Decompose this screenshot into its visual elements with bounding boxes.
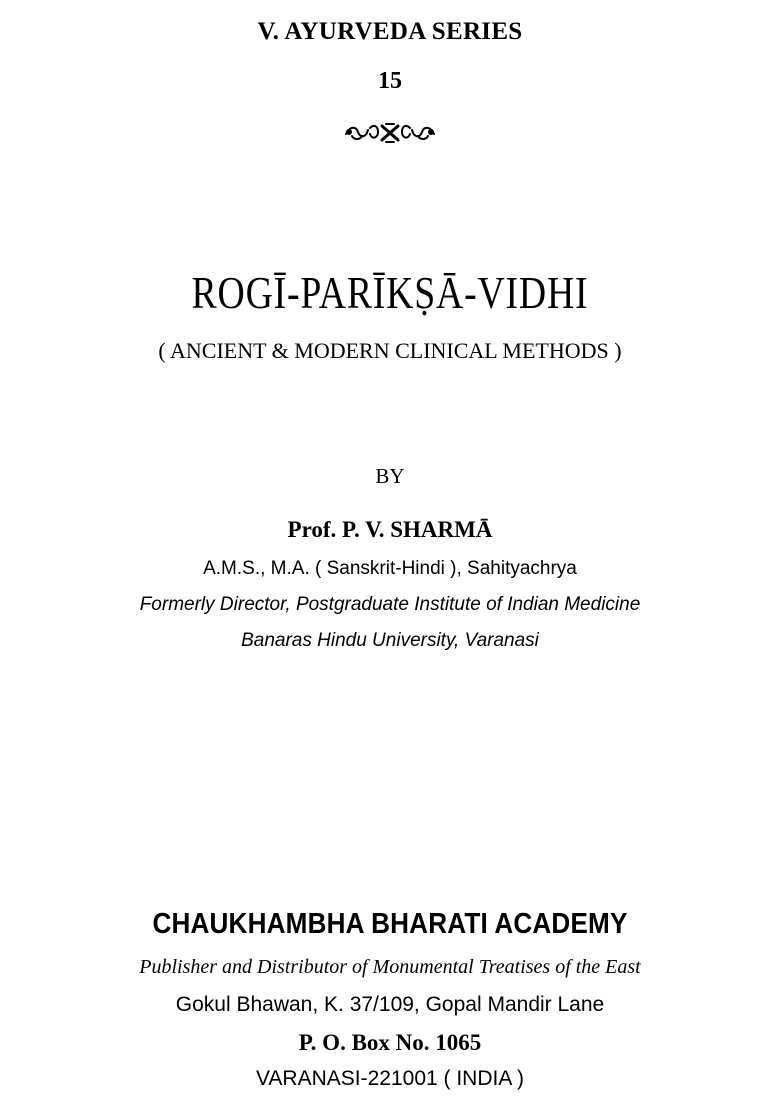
- by-label: BY: [375, 464, 405, 488]
- author-role: Formerly Director, Postgraduate Institute of Indian Medicine: [139, 594, 641, 615]
- publisher-tagline: Publisher and Distributor of Monumental Treatises of the East: [139, 956, 641, 978]
- floral-ornament-icon: [342, 120, 438, 146]
- publisher-po-box: P. O. Box No. 1065: [298, 1030, 482, 1055]
- book-subtitle: ( ANCIENT & MODERN CLINICAL METHODS ): [158, 338, 622, 363]
- ornament: [0, 120, 780, 146]
- author-qualifications: A.M.S., M.A. ( Sanskrit-Hindi ), Sahityachrya: [203, 558, 577, 579]
- author-institution: Banaras Hindu University, Varanasi: [241, 630, 539, 651]
- publisher-name: CHAUKHAMBHA BHARATI ACADEMY: [152, 908, 628, 940]
- publisher-city: VARANASI-221001 ( INDIA ): [255, 1067, 525, 1090]
- publisher-address: Gokul Bhawan, K. 37/109, Gopal Mandir Lane: [175, 993, 605, 1016]
- author-name: Prof. P. V. SHARMĀ: [287, 517, 493, 542]
- series-title: V. AYURVEDA SERIES: [257, 18, 523, 45]
- series-number: 15: [378, 68, 402, 94]
- book-title: ROGĪ-PARĪKṢĀ-VIDHI: [191, 267, 589, 318]
